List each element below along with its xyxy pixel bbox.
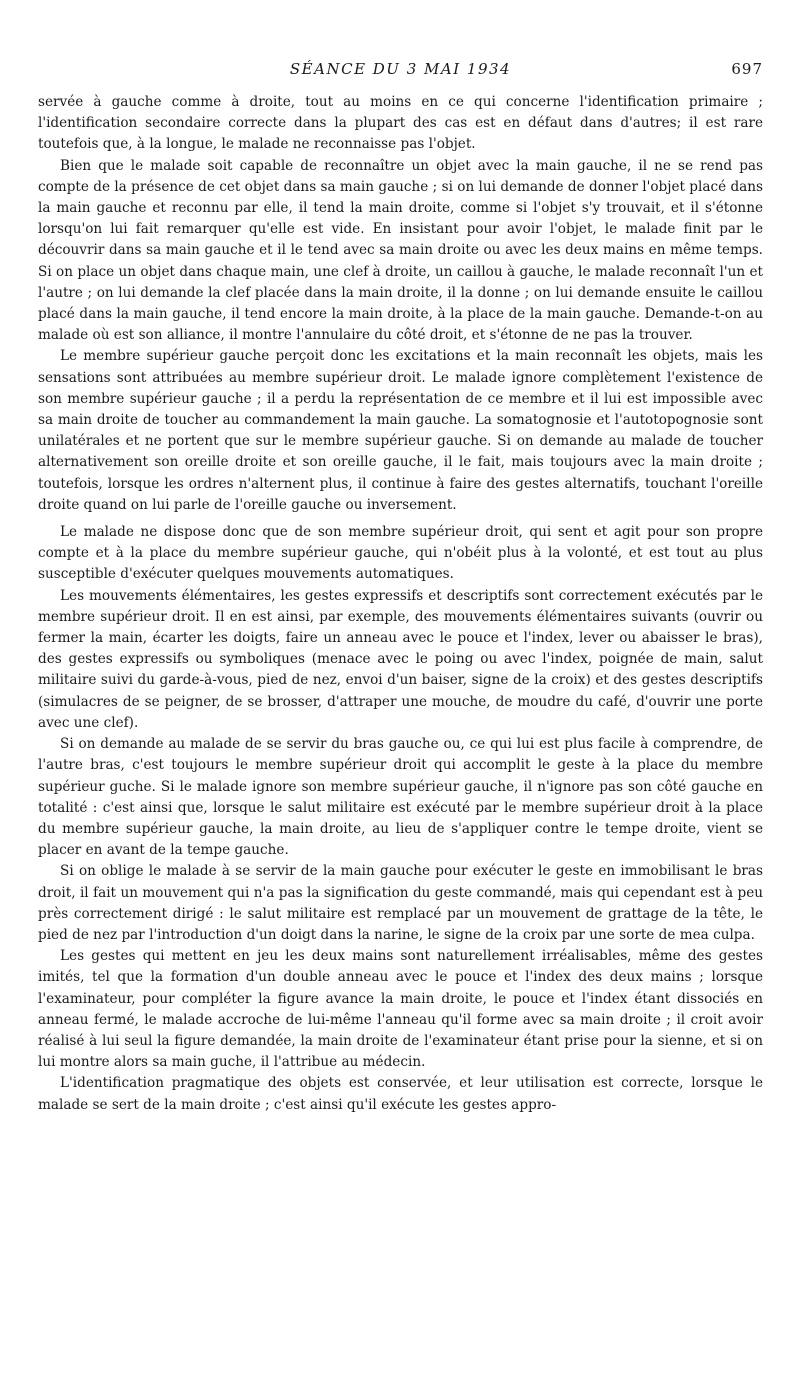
page-number: 697: [731, 60, 763, 78]
paragraph: Si on demande au malade de se servir du bras gauche ou, ce qui lui est plus facile à comprendre, de l'autre bras, c'est toujours le membre supérieur droit qui accomplit le geste à la place du membre supérieur guche. Si le malade ignore son membre supérieur gauche, il n'ignore pas son côté gauche en totalité : c'est ainsi que, lorsque le salut militaire est exécuté par le membre supérieur droit à la place du membre supérieur gauche, la main droite, au lieu de s'appliquer contre le tempe droite, vient se placer en avant de la tempe gauche.: [38, 736, 763, 859]
paragraph: Le malade ne dispose donc que de son membre supérieur droit, qui sent et agit pour son propre compte et à la place du membre supérieur gauche, qui n'obéit plus à la volonté, et est tout au plus susceptible d'exécuter quelques mouvements automatiques.: [38, 524, 763, 583]
paragraph: servée à gauche comme à droite, tout au moins en ce qui concerne l'identification primaire ; l'identification secondaire correcte dans la plupart des cas est en défaut dans d'autres; il est rare toutefois que, à la longue, le malade ne reconnaisse pas l'objet.: [38, 94, 763, 153]
body-text: [38, 92, 763, 1116]
page-header: [38, 56, 763, 84]
document-page: [38, 56, 763, 1116]
paragraph: Le membre supérieur gauche perçoit donc les excitations et la main reconnaît les objets, mais les sensations sont attribuées au membre supérieur droit. Le malade ignore complètement l'existence de son membre supérieur gauche ; il a perdu la représentation de ce membre et il lui est impossible avec sa main droite de toucher au commandement la main gauche. La somatognosie et l'autotopognosie sont unilatérales et ne portent que sur le membre supérieur gauche. Si on demande au malade de toucher alternativement son oreille droite et son oreille gauche, il le fait, mais toujours avec la main droite ; toutefois, lorsque les ordres n'alternent plus, il continue à faire des gestes alternatifs, touchant l'oreille droite quand on lui parle de l'oreille gauche ou inversement.: [38, 348, 763, 513]
paragraph: Les gestes qui mettent en jeu les deux mains sont naturellement irréalisables, même des gestes imités, tel que la formation d'un double anneau avec le pouce et l'index des deux mains ; lorsque l'examinateur, pour compléter la figure avance la main droite, le pouce et l'index étant dissociés en anneau fermé, le malade accroche de lui-même l'anneau qu'il forme avec sa main droite ; il croit avoir réalisé à lui seul la figure demandée, la main droite de l'examinateur étant prise pour la sienne, et si on lui montre alors sa main guche, il l'attribue au médecin.: [38, 948, 763, 1071]
paragraph: Si on oblige le malade à se servir de la main gauche pour exécuter le geste en immobilisant le bras droit, il fait un mouvement qui n'a pas la signification du geste commandé, mais qui cependant est à peu près correctement dirigé : le salut militaire est remplacé par un mouvement de grattage de la tête, le pied de nez par l'introduction d'un doigt dans la narine, le signe de la croix par une sorte de mea culpa.: [38, 863, 763, 943]
paragraph: Bien que le malade soit capable de reconnaître un objet avec la main gauche, il ne se rend pas compte de la présence de cet objet dans sa main gauche ; si on lui demande de donner l'objet placé dans la main gauche et reconnu par elle, il tend la main droite, comme si l'objet s'y trouvait, et il s'étonne lorsqu'on lui fait remarquer qu'elle est vide. En insistant pour avoir l'objet, le malade finit par le découvrir dans sa main gauche et il le tend avec sa main droite ou avec les deux mains en même temps. Si on place un objet dans chaque main, une clef à droite, un caillou à gauche, le malade reconnaît l'un et l'autre ; on lui demande la clef placée dans la main droite, il la donne ; on lui demande ensuite le caillou placé dans la main gauche, il tend encore la main droite, à la place de la main gauche. Demande-t-on au malade où est son alliance, il montre l'annulaire du côté droit, et s'étonne de ne pas la trouver.: [38, 157, 763, 344]
paragraph: L'identification pragmatique des objets est conservée, et leur utilisation est correcte, lorsque le malade se sert de la main droite ; c'est ainsi qu'il exécute les gestes appro-: [38, 1075, 763, 1113]
paragraph: Les mouvements élémentaires, les gestes expressifs et descriptifs sont correctement exécutés par le membre supérieur droit. Il en est ainsi, par exemple, des mouvements élémentaires suivants (ouvrir ou fermer la main, écarter les doigts, faire un anneau avec le pouce et l'index, lever ou abaisser le bras), des gestes expressifs ou symboliques (menace avec le poing ou avec l'index, poignée de main, salut militaire suivi du garde-à-vous, pied de nez, envoi d'un baiser, signe de la croix) et des gestes descriptifs (simulacres de se peigner, de se brosser, d'attraper une mouche, de moudre du café, d'ouvrir une porte avec une clef).: [38, 587, 763, 731]
running-title: SÉANCE DU 3 MAI 1934: [289, 60, 512, 78]
